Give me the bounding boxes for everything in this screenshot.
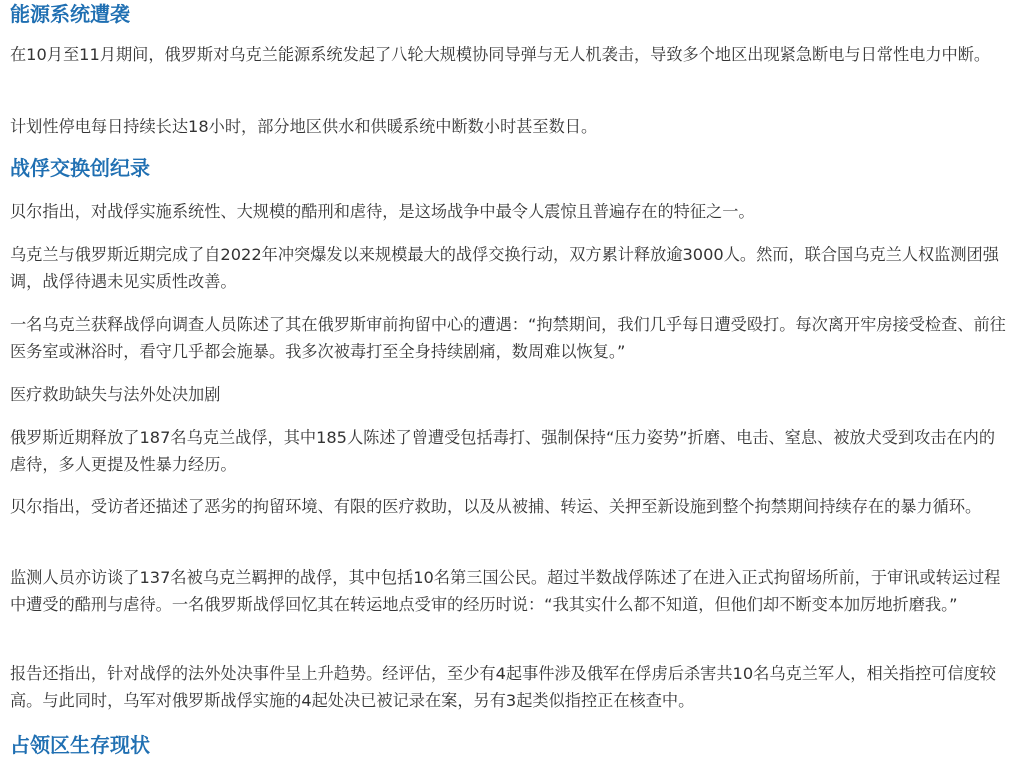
paragraph: 监测人员亦访谈了137名被乌克兰羁押的战俘，其中包括10名第三国公民。超过半数战俘陈述了在进入正式拘留场所前，于审讯或转运过程中遭受的酷刑与虐待。一名俄罗斯战俘回忆其在转运地点受审的经历时说：“我其实什么都不知道，但他们却不断变本加厉地折磨我。” [10,568,1001,614]
paragraph: 贝尔指出，受访者还描述了恶劣的拘留环境、有限的医疗救助，以及从被捕、转运、关押至新设施到整个拘禁期间持续存在的暴力循环。 [10,497,982,516]
paragraph: 一名乌克兰获释战俘向调查人员陈述了其在俄罗斯审前拘留中心的遭遇：“拘禁期间，我们几乎每日遭受殴打。每次离开牢房接受检查、前往医务室或淋浴时，看守几乎都会施暴。我多次被毒打至全身持续剧痛，数周难以恢复。” [10,315,1006,361]
paragraph: 俄罗斯近期释放了187名乌克兰战俘，其中185人陈述了曾遭受包括毒打、强制保持“压力姿势”折磨、电击、窒息、被放犬受到攻击在内的虐待，多人更提及性暴力经历。 [10,428,996,474]
paragraph: 报告还指出，针对战俘的法外处决事件呈上升趋势。经评估，至少有4起事件涉及俄军在俘虏后杀害共10名乌克兰军人，相关指控可信度较高。与此同时，乌军对俄罗斯战俘实施的4起处决已被记录在案，另有3起类似指控正在核查中。 [10,664,996,710]
section-heading-energy: 能源系统遭袭 [10,2,130,26]
section-heading-occupied-areas: 占领区生存现状 [10,733,150,757]
section-heading-pow-exchange: 战俘交换创纪录 [10,156,150,180]
paragraph: 贝尔指出，对战俘实施系统性、大规模的酷刑和虐待，是这场战争中最令人震惊且普遍存在的特征之一。 [10,202,755,221]
subheading-medical-executions: 医疗救助缺失与法外处决加剧 [10,385,221,404]
paragraph: 计划性停电每日持续长达18小时，部分地区供水和供暖系统中断数小时甚至数日。 [10,117,598,136]
paragraph: 在10月至11月期间，俄罗斯对乌克兰能源系统发起了八轮大规模协同导弹与无人机袭击，导致多个地区出现紧急断电与日常性电力中断。 [10,45,991,64]
paragraph: 乌克兰与俄罗斯近期完成了自2022年冲突爆发以来规模最大的战俘交换行动，双方累计释放逾3000人。然而，联合国乌克兰人权监测团强调，战俘待遇未见实质性改善。 [10,245,999,291]
